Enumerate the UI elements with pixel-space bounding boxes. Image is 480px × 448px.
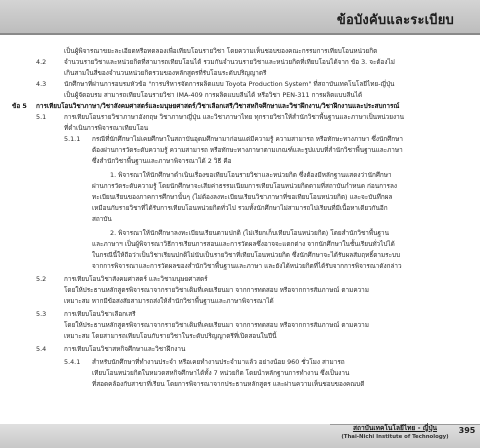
section-5-title: การเทียบโอนวิชาภาษา/วิชาสังคมศาสตร์และมนุษยศาสตร์/วิชาเลือกเสรี/วิชาสหกิจศึกษาและวิชาฝึกงาน/วิชาฝึกงานและประสบการณ์ bbox=[36, 102, 400, 110]
clause-5-3-title: การเทียบโอนวิชาเลือกเสรี bbox=[64, 310, 136, 318]
method-1-line: ทะเบียนเรียนของภาคการศึกษานั้นๆ (ไม่ต้องลงทะเบียนเรียนวิชาภาษาที่ขอเทียบโอนหน่วยกิต) และจะบันทึกผล bbox=[92, 193, 393, 201]
clause-5-3-number: 5.3 bbox=[36, 310, 47, 318]
clause-5-1-1-line: ต้องผ่านการวัดระดับความรู้ ความสามารถ หรือทักษะทางภาษาตามเกณฑ์และรูปแบบที่สำนักวิชาพื้นฐานและภาษา bbox=[92, 146, 403, 154]
method-2-line: 2. พิจารณาให้นักศึกษาลงทะเบียนเรียนตามปกติ (ไม่เรียกเก็บเทียบโอนหน่วยกิต) โดยสำนักวิชาพื้นฐาน bbox=[110, 229, 389, 237]
clause-5-3-line: เหมาะสม โดยสามารถเทียบโอนกับรายวิชาในระดับปริญญาตรีที่เปิดสอนในปีนี้ bbox=[64, 332, 277, 340]
clause-5-4-1-line: ที่สอดคล้องกับสาขาที่เรียน โดยการพิจารณาจากประธานหลักสูตร และผ่านความเห็นชอบของคณบดี bbox=[92, 380, 365, 388]
clause-5-2-title: การเทียบโอนวิชาสังคมศาสตร์ และวิชามนุษยศาสตร์ bbox=[64, 275, 208, 283]
clause-5-4-title: การเทียบโอนวิชาสหกิจศึกษาและวิชาฝึกงาน bbox=[64, 345, 186, 353]
clause-5-1-1-number: 5.1.1 bbox=[64, 135, 81, 143]
clause-4-2-line: จำนวนรายวิชาและหน่วยกิตที่สามารถเทียบโอนได้ รวมกันจำนวนรายวิชาและหน่วยกิตที่เทียบโอนได้จาก ข้อ 3. จะต้องไม่ bbox=[64, 58, 395, 66]
clause-5-4-1-line: สำหรับนักศึกษาที่ทำงานประจำ หรือเคยทำงานประจำมาแล้ว อย่างน้อย 960 ชั่วโมง สามารถ bbox=[92, 358, 345, 366]
intro-line: เป็นผู้พิจารณาขยะละเอียดหรือทดลองเพื่อเทียบโอนรายวิชา โดยความเห็นชอบของคณะกรรมการเทียบโอนหน่วยกิต bbox=[64, 47, 378, 55]
page-title: ข้อบังคับและระเบียบ bbox=[336, 13, 454, 28]
clause-5-1-line: การเทียบโอนรายวิชาภาษาอังกฤษ วิชาภาษาญี่ปุ่น และวิชาภาษาไทย ทุกรายวิชาให้สำนักวิชาพื้นฐานและภาษาเป็นหน่วยงาน bbox=[64, 113, 405, 121]
clause-4-3-number: 4.3 bbox=[36, 80, 47, 88]
clause-4-3-line: นักศึกษาที่ผ่านการอบรมหัวข้อ "การบริหารจัดการผลิตแบบ Toyota Production System" ที่สถาบันเทคโนโลยีไทย-ญี่ปุ่น bbox=[64, 80, 395, 88]
header-divider bbox=[0, 33, 480, 35]
clause-5-4-1-line: เทียบโอนหน่วยกิตในหมวดสหกิจศึกษาได้ทั้ง 7 หน่วยกิต โดยนำหลักฐานการทำงาน ซึ่งเป็นงาน bbox=[92, 369, 350, 377]
clause-5-4-number: 5.4 bbox=[36, 345, 47, 353]
clause-5-1-1-line: กรณีที่นักศึกษาไม่เคยศึกษาในสถาบันอุดมศึกษามาก่อนแต่มีความรู้ ความสามารถ หรือทักษะทางภาษา ซึ่งนักศึกษา bbox=[92, 135, 403, 143]
method-2-line: จากการพิจารณาและการวัดผลของสำนักวิชาพื้นฐานและภาษา และยังได้หน่วยกิตที่ได้รับจากการพิจารณาดังกล่าว bbox=[92, 262, 402, 270]
header-bar bbox=[0, 0, 480, 33]
clause-4-3-line: เป็นผู้จัดอบรม สามารถเทียบโอนรายวิชา IMA-409 การผลิตแบบลีนได้ หรือวิชา PEN-311 การผลิตแบบลีนได้ bbox=[64, 91, 363, 99]
clause-5-1-1-line: ซึ่งสำนักวิชาพื้นฐานและภาษาพิจารณาได้ 2 วิธี คือ bbox=[92, 157, 232, 165]
clause-5-1-line: ที่ดำเนินการพิจารณาเทียบโอน bbox=[64, 124, 149, 132]
method-1-line: เหมือนกับรายวิชาที่ได้รับการเทียบโอนหน่วยกิตทั่วไป รวมทั้งนักศึกษาไม่สามารถไปเรียนที่มีเนื้อหาเดียวกันอีก bbox=[92, 204, 388, 212]
clause-5-3-line: โดยให้ประธานหลักสูตรพิจารณาจากรายวิชาเดิมที่เคยเรียนมา จากการทดสอบ หรือจากการสัมภาษณ์ ตามความ bbox=[64, 321, 369, 329]
method-1-line: สถาบัน bbox=[92, 215, 112, 223]
clause-5-2-line: โดยให้ประธานหลักสูตรพิจารณาจากรายวิชาเดิมที่เคยเรียนมา จากการทดสอบ หรือจากการสัมภาษณ์ ตามความ bbox=[64, 286, 369, 294]
clause-5-4-1-number: 5.4.1 bbox=[64, 358, 81, 366]
method-1-line: ผ่านการวัดระดับความรู้ โดยนักศึกษาจะเสียค่าธรรมเนียมการเทียบโอนหน่วยกิตตามที่สถาบันกำหนด ก่อนการลง bbox=[92, 182, 398, 190]
section-5-number: ข้อ 5 bbox=[12, 102, 27, 110]
method-1-line: 1. พิจารณาให้นักศึกษาดำเนินเรื่องขอเทียบโอนรายวิชาและหน่วยกิต ซึ่งต้องมีหลักฐานแสดงว่านักศึกษา bbox=[110, 171, 392, 179]
clause-5-2-line: เหมาะสม หากมีข้อสงสัยสามารถส่งให้สำนักวิชาพื้นฐานและภาษาพิจารณาได้ bbox=[64, 297, 274, 305]
clause-5-1-number: 5.1 bbox=[36, 113, 47, 121]
clause-5-2-number: 5.2 bbox=[36, 275, 47, 283]
method-2-line: ในกรณีนี้ให้ถือว่าเป็นวิชาเรียนปกติไม่นับเป็นรายวิชาที่เทียบโอนหน่วยกิต ซึ่งนักศึกษาจะได้รับผลสัมฤทธิ์ตามระบบ bbox=[92, 251, 401, 259]
page-number: 395 bbox=[458, 426, 476, 435]
method-2-line: และภาษาฯ เป็นผู้พิจารณาวิธีการเรียนการสอนและการวัดผลซึ่งอาจจะแตกต่าง จากนักศึกษาในชั้นเรียนทั่วไปได้ bbox=[92, 240, 395, 248]
footer-institute-thai: สถาบันเทคโนโลยีไทย - ญี่ปุ่น bbox=[352, 424, 438, 432]
footer-institute-english: (Thai-Nichi Institute of Technology) bbox=[341, 434, 449, 440]
clause-4-2-number: 4.2 bbox=[36, 58, 47, 66]
clause-4-2-line: เกินสามในสี่ของจำนวนหน่วยกิตรวมของหลักสูตรที่รับโอนระดับปริญญาตรี bbox=[64, 69, 267, 77]
